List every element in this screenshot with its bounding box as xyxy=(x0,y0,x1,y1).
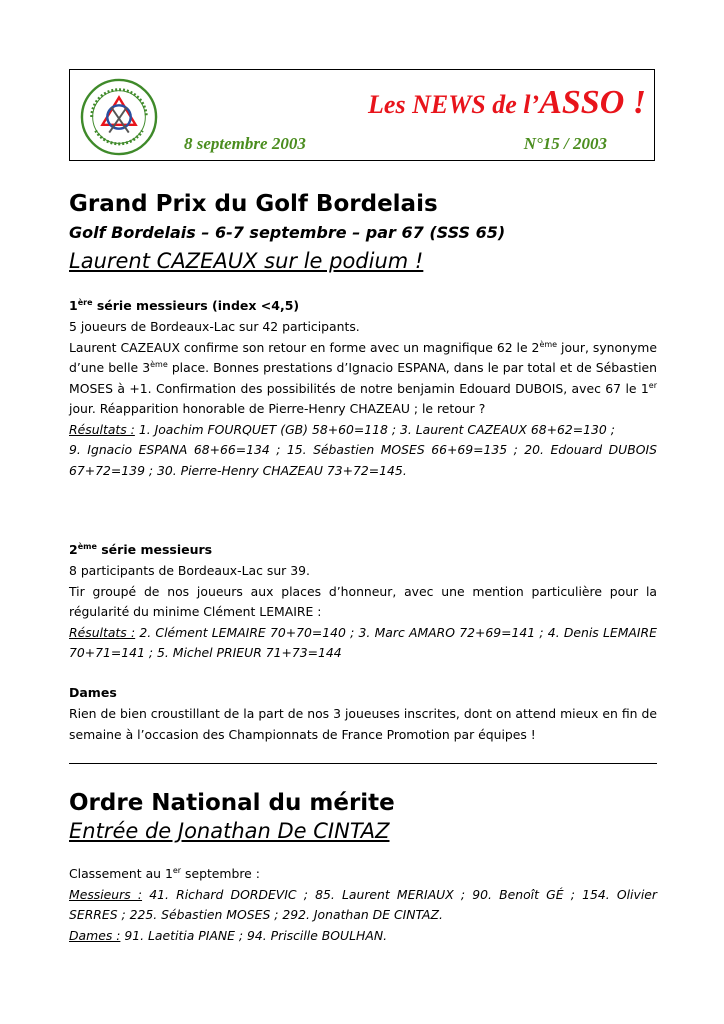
article1-headline: Laurent CAZEAUX sur le podium ! xyxy=(69,249,424,273)
masthead-box xyxy=(69,69,655,161)
section-divider xyxy=(69,763,657,764)
men-label: Messieurs : xyxy=(69,886,143,902)
article2-title: Ordre National du mérite xyxy=(69,790,395,816)
series1-results: Résultats : 1. Joachim FOURQUET (GB) 58+60=118 ; 3. Laurent CAZEAUX 68+62=130 ; xyxy=(69,421,615,437)
series2-body xyxy=(69,561,657,664)
results-label: Résultats : xyxy=(69,421,135,437)
series1-results-cont: 9. Ignacio ESPANA 68+66=134 ; 15. Sébastien MOSES 66+69=135 ; 20. Edouard DUBOIS 67+72=139 ; 30. Pierre-Henry CHAZEAU 73+72=145. xyxy=(69,442,657,478)
club-logo xyxy=(80,78,158,156)
section-heading-series1: 1ère série messieurs (index <4,5) xyxy=(69,298,300,313)
dames-paragraph: Rien de bien croustillant de la part de nos 3 joueuses inscrites, dont on attend mieux en fin de semaine à l’occasion des Championnats de France Promotion par équipes ! xyxy=(69,706,657,742)
series2-participants: 8 participants de Bordeaux-Lac sur 39. xyxy=(69,563,310,578)
women-label: Dames : xyxy=(69,927,121,943)
ranking-body xyxy=(69,864,657,946)
issue-number: N°15 / 2003 xyxy=(523,134,607,153)
dames-body xyxy=(69,704,657,745)
article1-subtitle: Golf Bordelais – 6-7 septembre – par 67 (SSS 65) xyxy=(69,223,506,242)
masthead-title-part1: Les NEWS de l’ xyxy=(368,90,540,119)
ranking-men: Messieurs : 41. Richard DORDEVIC ; 85. Laurent MERIAUX ; 90. Benoît GÉ ; 154. Olivier SERRES ; 225. Sébastien MOSES ; 292. Jonathan DE CINTAZ. xyxy=(69,886,657,922)
ranking-women: Dames : 91. Laetitia PIANE ; 94. Priscille BOULHAN. xyxy=(69,927,388,943)
series2-paragraph: Tir groupé de nos joueurs aux places d’honneur, avec une mention particulière pour la régularité du minime Clément LEMAIRE : xyxy=(69,583,657,619)
article2-headline: Entrée de Jonathan De CINTAZ xyxy=(69,819,390,843)
results-label: Résultats : xyxy=(69,624,136,640)
section-heading-dames: Dames xyxy=(69,685,117,700)
masthead-title xyxy=(368,84,646,122)
series2-results: Résultats : 2. Clément LEMAIRE 70+70=140 ; 3. Marc AMARO 72+69=141 ; 4. Denis LEMAIRE 70+71=141 ; 5. Michel PRIEUR 71+73=144 xyxy=(69,624,657,660)
masthead-title-exclaim: ! xyxy=(624,84,646,121)
article1-title: Grand Prix du Golf Bordelais xyxy=(69,191,438,217)
issue-date: 8 septembre 2003 xyxy=(184,134,306,153)
section-heading-series2: 2ème série messieurs xyxy=(69,542,213,557)
series1-body xyxy=(69,317,657,481)
ranking-date-line: Classement au 1er septembre : xyxy=(69,866,260,881)
series1-paragraph: Laurent CAZEAUX confirme son retour en forme avec un magnifique 62 le 2ème jour, synonyme d’une belle 3ème place. Bonnes prestations d’Ignacio ESPANA, dans le par total et de Sébastien MOSES à +1. Confirmation des possibilités de notre benjamin Edouard DUBOIS, avec 67 le 1er jour. Réapparition honorable de Pierre-Henry CHAZEAU ; le retour ? xyxy=(69,339,657,416)
masthead-title-asso: ASSO xyxy=(539,84,625,121)
series1-participants: 5 joueurs de Bordeaux-Lac sur 42 participants. xyxy=(69,319,360,334)
